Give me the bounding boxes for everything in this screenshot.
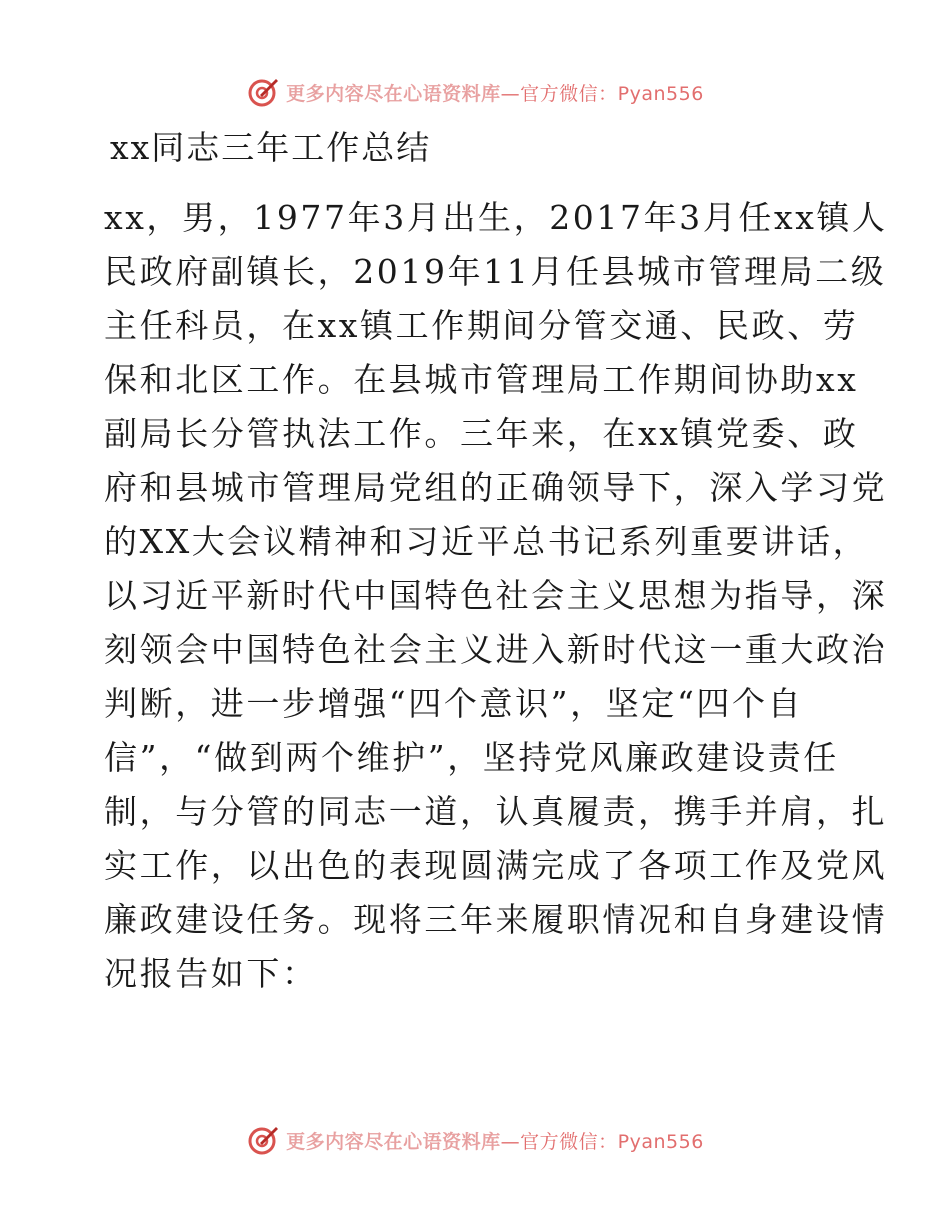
- body-text-line: 以习近平新时代中国特色社会主义思想为指导，深: [104, 576, 888, 615]
- banner-official-text: —官方微信：Pyan556: [500, 1130, 704, 1153]
- body-text-line: 副局长分管执法工作。三年来，在xx镇党委、政: [104, 414, 859, 453]
- body-text-line: xx，男，1977年3月出生，2017年3月任xx镇人: [104, 198, 888, 237]
- header-watermark-banner: [0, 72, 950, 112]
- body-text-line: 廉政建设任务。现将三年来履职情况和自身建设情: [104, 900, 888, 939]
- pen-logo-icon: [246, 75, 280, 109]
- banner-official-text: —官方微信：Pyan556: [500, 82, 704, 105]
- banner-library-text: 更多内容尽在心语资料库: [286, 1130, 501, 1153]
- body-text-line: 实工作，以出色的表现圆满完成了各项工作及党风: [104, 846, 888, 885]
- body-text-line: 制，与分管的同志一道，认真履责，携手并肩，扎: [104, 792, 888, 831]
- document-title: xx同志三年工作总结: [110, 128, 432, 167]
- body-text-line: 府和县城市管理局党组的正确领导下，深入学习党: [104, 468, 888, 507]
- pen-logo-icon: [246, 1123, 280, 1157]
- body-text-line: 主任科员，在xx镇工作期间分管交通、民政、劳: [104, 306, 859, 345]
- body-text-line: 的XX大会议精神和习近平总书记系列重要讲话，: [104, 522, 869, 561]
- body-text-line: 保和北区工作。在县城市管理局工作期间协助xx: [104, 360, 859, 399]
- body-text-line: 判断，进一步增强“四个意识”，坚定“四个自: [104, 684, 804, 723]
- banner-library-text: 更多内容尽在心语资料库: [286, 82, 501, 105]
- body-text-line: 民政府副镇长，2019年11月任县城市管理局二级: [104, 252, 887, 291]
- body-text-line: 刻领会中国特色社会主义进入新时代这一重大政治: [104, 630, 888, 669]
- body-text-line: 信”，“做到两个维护”，坚持党风廉政建设责任: [104, 738, 839, 777]
- footer-watermark-banner: [0, 1120, 950, 1160]
- body-text-line: 况报告如下：: [104, 954, 318, 993]
